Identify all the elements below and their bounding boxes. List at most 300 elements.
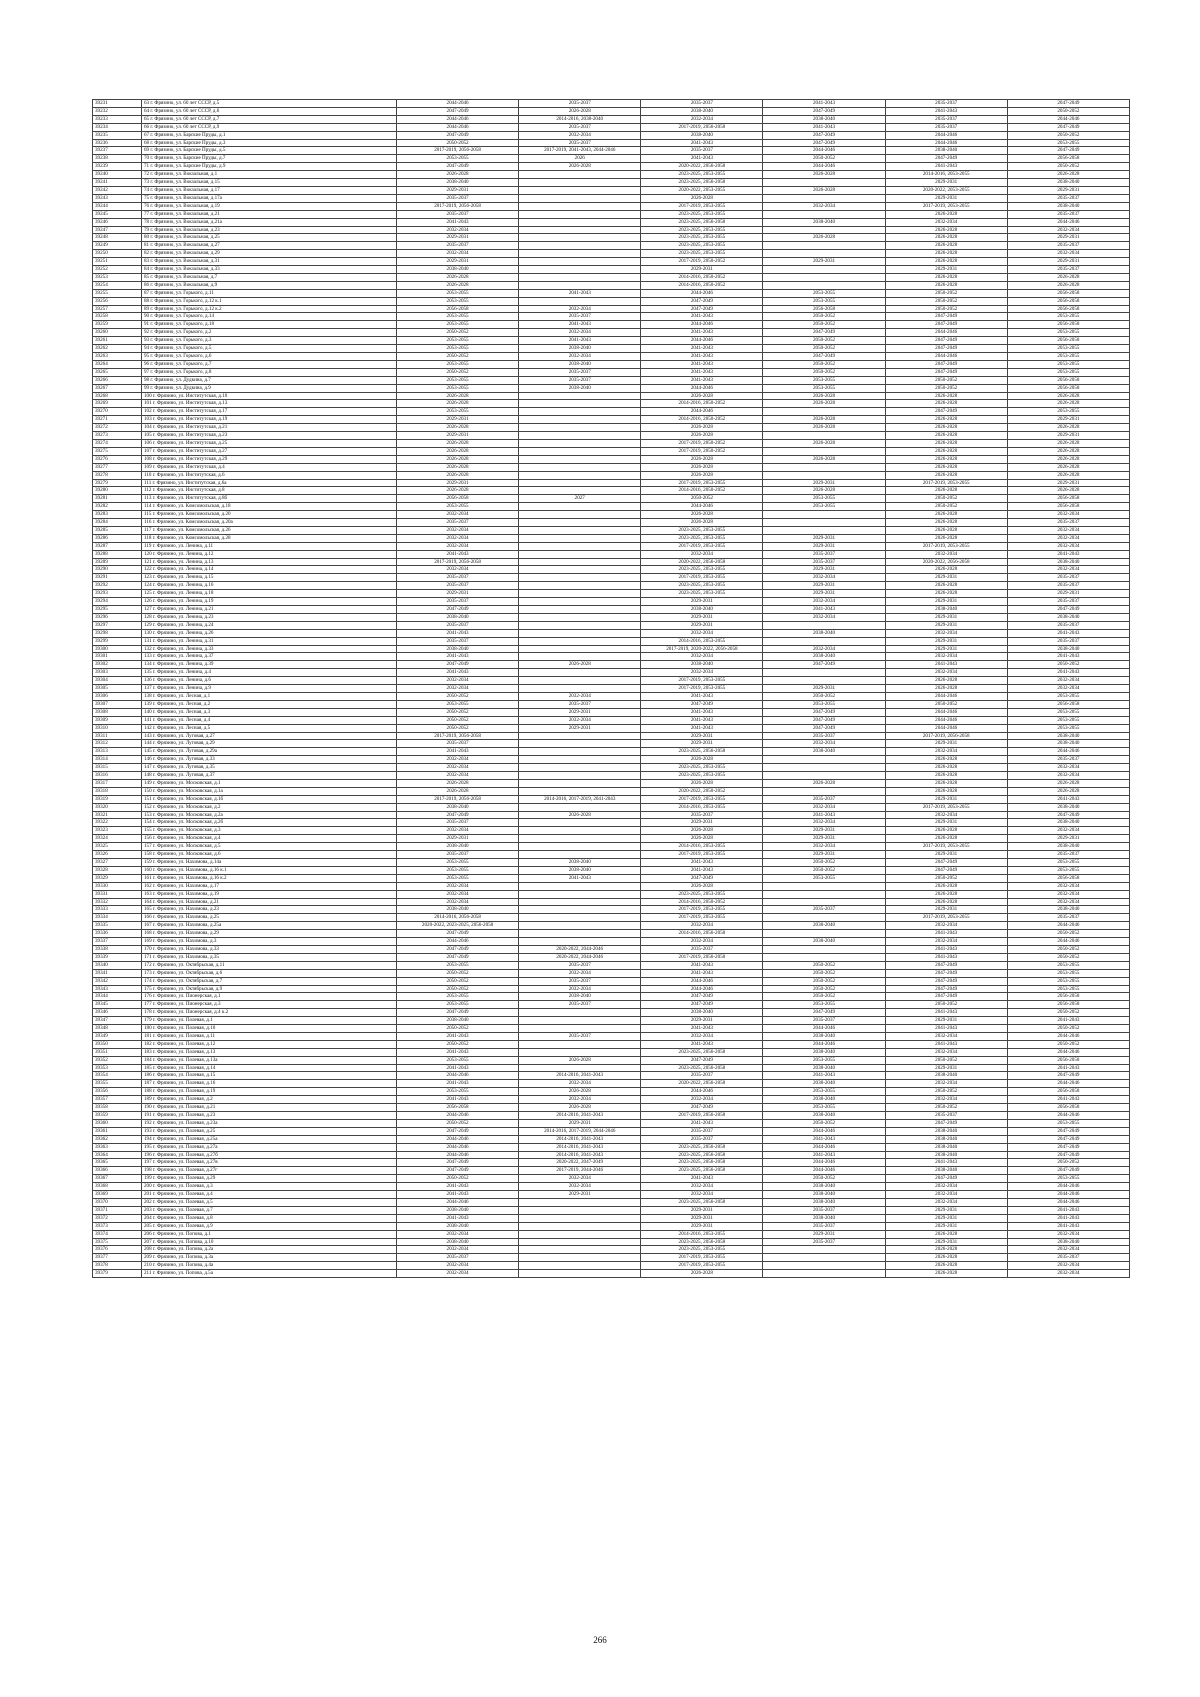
- period-cell-2: 2026-2028: [519, 107, 641, 115]
- period-cell-4: 2038-2040: [763, 1183, 885, 1191]
- period-cell-3: 2017-2019, 2020-2022, 2056-2058: [641, 645, 763, 653]
- period-cell-2: [519, 258, 641, 266]
- table-row: [93, 432, 1130, 440]
- period-cell-4: 2053-2055: [763, 495, 885, 503]
- period-cell-1: 2053-2055: [397, 503, 519, 511]
- period-cell-3: 2032-2034: [641, 922, 763, 930]
- period-cell-2: 2035-2037: [519, 977, 641, 985]
- period-cell-5: 2017-2019, 2053-2055: [885, 843, 1007, 851]
- row-id-cell: 39352: [93, 1056, 142, 1064]
- period-cell-4: 2050-2052: [763, 993, 885, 1001]
- period-cell-1: 2029-2031: [397, 234, 519, 242]
- period-cell-3: 2044-2046: [641, 1088, 763, 1096]
- period-cell-5: 2032-2034: [885, 1048, 1007, 1056]
- address-cell: 125 г. Фрязино, ул. Ленина, д.18: [142, 590, 397, 598]
- period-cell-2: [519, 732, 641, 740]
- row-id-cell: 39359: [93, 1112, 142, 1120]
- period-cell-6: 2047-2049: [1007, 1072, 1129, 1080]
- period-cell-4: 2041-2043: [763, 123, 885, 131]
- period-cell-4: 2047-2049: [763, 131, 885, 139]
- period-cell-3: 2047-2049: [641, 874, 763, 882]
- period-cell-1: 2026-2028: [397, 779, 519, 787]
- address-cell: 92 г. Фрязино, ул. Горького, д.2: [142, 329, 397, 337]
- address-cell: 189 г. Фрязино, ул. Полевая, д.2: [142, 1096, 397, 1104]
- table-row: [93, 1159, 1130, 1167]
- table-row: [93, 179, 1130, 187]
- table-row: [93, 447, 1130, 455]
- period-cell-2: [519, 1198, 641, 1206]
- table-row: [93, 305, 1130, 313]
- period-cell-2: [519, 439, 641, 447]
- period-cell-3: 2023-2025, 2053-2055: [641, 590, 763, 598]
- address-cell: 89 г. Фрязино, ул. Горького, д.12 к.2: [142, 305, 397, 313]
- period-cell-3: 2041-2043: [641, 1175, 763, 1183]
- period-cell-1: 2032-2034: [397, 1262, 519, 1270]
- table-row: [93, 1183, 1130, 1191]
- period-cell-5: 2029-2031: [885, 637, 1007, 645]
- period-cell-1: 2026-2028: [397, 471, 519, 479]
- period-cell-1: 2044-2046: [397, 1151, 519, 1159]
- row-id-cell: 39321: [93, 811, 142, 819]
- period-cell-4: 2044-2046: [763, 163, 885, 171]
- period-cell-1: 2047-2049: [397, 945, 519, 953]
- period-cell-5: 2026-2028: [885, 590, 1007, 598]
- period-cell-1: 2044-2046: [397, 115, 519, 123]
- address-cell: 112 г. Фрязино, ул. Институтская, д.8: [142, 487, 397, 495]
- period-cell-4: 2038-2040: [763, 938, 885, 946]
- period-cell-5: 2026-2028: [885, 210, 1007, 218]
- period-cell-1: 2041-2043: [397, 653, 519, 661]
- period-cell-2: 2029-2031: [519, 708, 641, 716]
- period-cell-6: 2050-2052: [1007, 953, 1129, 961]
- period-cell-6: 2026-2028: [1007, 487, 1129, 495]
- address-cell: 187 г. Фрязино, ул. Полевая, д.16: [142, 1080, 397, 1088]
- period-cell-3: 2020-2022, 2056-2058: [641, 1080, 763, 1088]
- row-id-cell: 39259: [93, 321, 142, 329]
- table-row: [93, 273, 1130, 281]
- period-cell-6: 2035-2037: [1007, 519, 1129, 527]
- address-cell: 210 г. Фрязино, ул. Попова, д.4а: [142, 1262, 397, 1270]
- address-cell: 148 г. Фрязино, ул. Луговая, д.37: [142, 772, 397, 780]
- period-cell-4: 2038-2040: [763, 629, 885, 637]
- row-id-cell: 39323: [93, 827, 142, 835]
- table-row: [93, 424, 1130, 432]
- period-cell-1: 2032-2034: [397, 756, 519, 764]
- period-cell-6: 2056-2058: [1007, 321, 1129, 329]
- period-cell-2: [519, 171, 641, 179]
- period-cell-2: [519, 685, 641, 693]
- period-cell-5: 2026-2028: [885, 250, 1007, 258]
- period-cell-4: 2047-2049: [763, 139, 885, 147]
- table-row: [93, 1254, 1130, 1262]
- period-cell-6: 2047-2049: [1007, 1143, 1129, 1151]
- period-cell-1: 2053-2055: [397, 376, 519, 384]
- period-cell-2: 2014-2016, 2041-2043: [519, 1143, 641, 1151]
- period-cell-4: 2050-2052: [763, 977, 885, 985]
- period-cell-3: 2026-2028: [641, 882, 763, 890]
- period-cell-5: 2047-2049: [885, 1175, 1007, 1183]
- period-cell-1: 2053-2055: [397, 321, 519, 329]
- table-row: [93, 376, 1130, 384]
- row-id-cell: 39295: [93, 606, 142, 614]
- period-cell-1: 2050-2052: [397, 1025, 519, 1033]
- period-cell-2: [519, 447, 641, 455]
- period-cell-2: 2032-2034: [519, 692, 641, 700]
- address-cell: 63 г. Фрязино, ул. 60 лет СССР, д.5: [142, 100, 397, 108]
- period-cell-1: 2032-2034: [397, 226, 519, 234]
- table-row: [93, 606, 1130, 614]
- period-cell-4: 2029-2031: [763, 851, 885, 859]
- table-row: [93, 218, 1130, 226]
- address-cell: 190 г. Фрязино, ул. Полевая, д.21: [142, 1104, 397, 1112]
- period-cell-2: [519, 629, 641, 637]
- period-cell-6: 2041-2043: [1007, 550, 1129, 558]
- period-cell-2: 2032-2034: [519, 305, 641, 313]
- period-cell-3: 2035-2037: [641, 1135, 763, 1143]
- period-cell-5: 2044-2046: [885, 353, 1007, 361]
- period-cell-2: 2032-2034: [519, 1080, 641, 1088]
- period-cell-3: 2023-2025, 2056-2058: [641, 1064, 763, 1072]
- period-cell-6: 2047-2049: [1007, 1167, 1129, 1175]
- address-cell: 97 г. Фрязино, ул. Горького, д.8: [142, 368, 397, 376]
- period-cell-1: 2053-2055: [397, 961, 519, 969]
- address-cell: 108 г. Фрязино, ул. Институтская, д.29: [142, 455, 397, 463]
- row-id-cell: 39280: [93, 487, 142, 495]
- address-cell: 121 г. Фрязино, ул. Ленина, д.13: [142, 558, 397, 566]
- period-cell-3: 2035-2037: [641, 147, 763, 155]
- period-cell-6: 2050-2052: [1007, 1040, 1129, 1048]
- period-cell-2: [519, 1254, 641, 1262]
- table-row: [93, 669, 1130, 677]
- table-row: [93, 242, 1130, 250]
- address-cell: 206 г. Фрязино, ул. Попова, д.1: [142, 1230, 397, 1238]
- period-cell-3: 2038-2040: [641, 1009, 763, 1017]
- period-cell-6: 2032-2034: [1007, 772, 1129, 780]
- period-cell-5: 2017-2019, 2053-2055: [885, 914, 1007, 922]
- row-id-cell: 39303: [93, 669, 142, 677]
- period-cell-1: 2044-2046: [397, 1072, 519, 1080]
- period-cell-4: 2050-2052: [763, 1175, 885, 1183]
- period-cell-5: 2017-2019, 2053-2055: [885, 542, 1007, 550]
- table-row: [93, 1040, 1130, 1048]
- address-cell: 96 г. Фрязино, ул. Горького, д.7: [142, 360, 397, 368]
- row-id-cell: 39275: [93, 447, 142, 455]
- period-cell-4: 2026-2028: [763, 171, 885, 179]
- table-row: [93, 345, 1130, 353]
- period-cell-4: 2029-2031: [763, 582, 885, 590]
- period-cell-2: 2038-2040: [519, 384, 641, 392]
- address-cell: 176 г. Фрязино, ул. Пионерская, д.1: [142, 993, 397, 1001]
- address-cell: 195 г. Фрязино, ул. Полевая, д.27а: [142, 1143, 397, 1151]
- period-cell-6: 2056-2058: [1007, 1104, 1129, 1112]
- period-cell-4: 2038-2040: [763, 1048, 885, 1056]
- period-cell-3: 2029-2031: [641, 621, 763, 629]
- address-cell: 144 г. Фрязино, ул. Луговая, д.29: [142, 740, 397, 748]
- address-cell: 153 г. Фрязино, ул. Московская, д.2а: [142, 811, 397, 819]
- period-cell-6: 2050-2052: [1007, 107, 1129, 115]
- period-cell-6: 2056-2058: [1007, 1056, 1129, 1064]
- period-cell-5: 2050-2052: [885, 1056, 1007, 1064]
- address-cell: 168 г. Фрязино, ул. Нахимова, д.29: [142, 930, 397, 938]
- period-cell-3: 2017-2019, 2053-2055: [641, 542, 763, 550]
- period-cell-6: 2032-2034: [1007, 882, 1129, 890]
- period-cell-3: 2032-2034: [641, 938, 763, 946]
- row-id-cell: 39283: [93, 511, 142, 519]
- address-cell: 141 г. Фрязино, ул. Лесная, д.4: [142, 716, 397, 724]
- period-cell-5: 2026-2028: [885, 835, 1007, 843]
- period-cell-2: [519, 590, 641, 598]
- period-cell-5: 2047-2049: [885, 993, 1007, 1001]
- period-cell-1: 2026-2028: [397, 424, 519, 432]
- period-cell-3: 2017-2019, 2053-2055: [641, 851, 763, 859]
- period-cell-1: 2056-2058: [397, 495, 519, 503]
- row-id-cell: 39372: [93, 1214, 142, 1222]
- address-cell: 158 г. Фрязино, ул. Московская, д.6: [142, 851, 397, 859]
- period-cell-1: 2053-2055: [397, 297, 519, 305]
- address-cell: 77 г. Фрязино, ул. Вокзальная, д.21: [142, 210, 397, 218]
- period-cell-5: 2041-2043: [885, 1040, 1007, 1048]
- period-cell-1: 2053-2055: [397, 874, 519, 882]
- table-row: [93, 835, 1130, 843]
- period-cell-5: 2044-2046: [885, 716, 1007, 724]
- period-cell-4: 2044-2046: [763, 1167, 885, 1175]
- period-cell-5: 2026-2028: [885, 455, 1007, 463]
- period-cell-5: 2047-2049: [885, 985, 1007, 993]
- period-cell-3: 2035-2037: [641, 100, 763, 108]
- table-row: [93, 993, 1130, 1001]
- period-cell-4: 2041-2043: [763, 811, 885, 819]
- period-cell-3: 2017-2019, 2053-2055: [641, 914, 763, 922]
- period-cell-4: 2032-2034: [763, 645, 885, 653]
- address-cell: 118 г. Фрязино, ул. Комсомольская, д.28: [142, 534, 397, 542]
- period-cell-1: 2032-2034: [397, 890, 519, 898]
- period-cell-3: 2029-2031: [641, 598, 763, 606]
- period-cell-3: 2020-2022, 2050-2052: [641, 787, 763, 795]
- row-id-cell: 39265: [93, 368, 142, 376]
- period-cell-6: 2053-2055: [1007, 353, 1129, 361]
- period-cell-2: 2027: [519, 495, 641, 503]
- period-cell-3: 2044-2046: [641, 337, 763, 345]
- period-cell-1: 2041-2043: [397, 218, 519, 226]
- address-cell: 104 г. Фрязино, ул. Институтская, д.21: [142, 424, 397, 432]
- period-cell-4: 2050-2052: [763, 337, 885, 345]
- row-id-cell: 39332: [93, 898, 142, 906]
- table-row: [93, 503, 1130, 511]
- period-cell-2: [519, 930, 641, 938]
- period-cell-1: 2053-2055: [397, 1088, 519, 1096]
- period-cell-4: 2029-2031: [763, 590, 885, 598]
- row-id-cell: 39242: [93, 186, 142, 194]
- period-cell-1: 2041-2043: [397, 629, 519, 637]
- period-cell-5: 2026-2028: [885, 827, 1007, 835]
- table-row: [93, 764, 1130, 772]
- period-cell-2: [519, 202, 641, 210]
- period-cell-4: [763, 447, 885, 455]
- period-cell-5: 2029-2031: [885, 645, 1007, 653]
- address-cell: 100 г. Фрязино, ул. Институтская, д.10: [142, 392, 397, 400]
- period-cell-4: 2032-2034: [763, 819, 885, 827]
- period-cell-4: 2053-2055: [763, 874, 885, 882]
- period-cell-4: 2053-2055: [763, 289, 885, 297]
- address-cell: 122 г. Фрязино, ул. Ленина, д.14: [142, 566, 397, 574]
- address-cell: 119 г. Фрязино, ул. Ленина, д.11: [142, 542, 397, 550]
- table-row: [93, 487, 1130, 495]
- period-cell-4: 2026-2028: [763, 439, 885, 447]
- row-id-cell: 39304: [93, 677, 142, 685]
- period-cell-6: 2050-2052: [1007, 1025, 1129, 1033]
- period-cell-2: 2035-2037: [519, 1032, 641, 1040]
- period-cell-3: 2023-2025, 2053-2055: [641, 582, 763, 590]
- row-id-cell: 39363: [93, 1143, 142, 1151]
- period-cell-4: 2050-2052: [763, 155, 885, 163]
- period-cell-3: 2029-2031: [641, 613, 763, 621]
- period-cell-4: [763, 637, 885, 645]
- period-cell-1: 2035-2037: [397, 519, 519, 527]
- period-cell-6: 2035-2037: [1007, 242, 1129, 250]
- period-cell-4: 2041-2043: [763, 1151, 885, 1159]
- period-cell-5: 2014-2016, 2053-2055: [885, 171, 1007, 179]
- period-cell-6: 2038-2040: [1007, 819, 1129, 827]
- period-cell-2: [519, 1025, 641, 1033]
- period-cell-6: 2035-2037: [1007, 266, 1129, 274]
- period-cell-1: 2035-2037: [397, 740, 519, 748]
- row-id-cell: 39266: [93, 376, 142, 384]
- period-cell-4: 2026-2028: [763, 487, 885, 495]
- table-row: [93, 1246, 1130, 1254]
- period-cell-1: 2029-2031: [397, 432, 519, 440]
- address-cell: 193 г. Фрязино, ул. Полевая, д.25: [142, 1127, 397, 1135]
- period-cell-6: 2044-2046: [1007, 938, 1129, 946]
- period-cell-1: 2053-2055: [397, 384, 519, 392]
- period-cell-2: [519, 179, 641, 187]
- period-cell-4: [763, 511, 885, 519]
- period-cell-2: 2017-2019, 2044-2046: [519, 1167, 641, 1175]
- table-row: [93, 645, 1130, 653]
- period-cell-1: 2035-2037: [397, 194, 519, 202]
- row-id-cell: 39296: [93, 613, 142, 621]
- address-cell: 117 г. Фрязино, ул. Комсомольская, д.26: [142, 526, 397, 534]
- address-cell: 90 г. Фрязино, ул. Горького, д.14: [142, 313, 397, 321]
- address-cell: 80 г. Фрязино, ул. Вокзальная, д.25: [142, 234, 397, 242]
- period-cell-3: 2023-2025, 2056-2058: [641, 179, 763, 187]
- period-cell-1: 2026-2028: [397, 439, 519, 447]
- period-cell-1: 2044-2046: [397, 123, 519, 131]
- period-cell-3: 2032-2034: [641, 550, 763, 558]
- period-cell-2: [519, 218, 641, 226]
- period-cell-4: [763, 463, 885, 471]
- period-cell-6: 2044-2046: [1007, 1080, 1129, 1088]
- period-cell-3: 2026-2028: [641, 835, 763, 843]
- period-cell-2: [519, 471, 641, 479]
- period-cell-3: 2023-2025, 2056-2058: [641, 1151, 763, 1159]
- period-cell-4: 2050-2052: [763, 859, 885, 867]
- period-cell-1: 2026-2028: [397, 787, 519, 795]
- period-cell-4: [763, 787, 885, 795]
- row-id-cell: 39276: [93, 455, 142, 463]
- period-cell-1: 2029-2031: [397, 416, 519, 424]
- period-cell-5: 2029-2031: [885, 1222, 1007, 1230]
- period-cell-1: 2047-2049: [397, 163, 519, 171]
- row-id-cell: 39268: [93, 392, 142, 400]
- table-row: [93, 471, 1130, 479]
- table-row: [93, 685, 1130, 693]
- period-cell-5: 2026-2028: [885, 1262, 1007, 1270]
- table-row: [93, 266, 1130, 274]
- table-row: [93, 661, 1130, 669]
- table-row: [93, 155, 1130, 163]
- period-cell-2: [519, 503, 641, 511]
- period-cell-4: 2050-2052: [763, 368, 885, 376]
- period-cell-6: 2038-2040: [1007, 732, 1129, 740]
- period-cell-4: 2050-2052: [763, 985, 885, 993]
- period-cell-1: 2029-2031: [397, 835, 519, 843]
- period-cell-6: 2026-2028: [1007, 439, 1129, 447]
- row-id-cell: 39256: [93, 297, 142, 305]
- period-cell-4: [763, 914, 885, 922]
- period-cell-2: 2038-2040: [519, 360, 641, 368]
- row-id-cell: 39252: [93, 266, 142, 274]
- period-cell-4: 2035-2037: [763, 732, 885, 740]
- period-cell-6: 2044-2046: [1007, 1048, 1129, 1056]
- period-cell-2: [519, 186, 641, 194]
- period-cell-3: 2014-2016, 2053-2055: [641, 803, 763, 811]
- period-cell-6: 2044-2046: [1007, 748, 1129, 756]
- table-row: [93, 700, 1130, 708]
- address-cell: 72 г. Фрязино, ул. Вокзальная, д.1: [142, 171, 397, 179]
- period-cell-1: 2041-2043: [397, 748, 519, 756]
- period-cell-2: [519, 526, 641, 534]
- period-cell-3: 2038-2040: [641, 606, 763, 614]
- period-cell-6: 2044-2046: [1007, 1032, 1129, 1040]
- period-cell-3: 2023-2025, 2053-2055: [641, 250, 763, 258]
- table-row: [93, 1017, 1130, 1025]
- address-cell: 109 г. Фрязино, ул. Институтская, д.4: [142, 463, 397, 471]
- period-cell-2: [519, 1246, 641, 1254]
- period-cell-2: [519, 400, 641, 408]
- period-cell-2: 2014-2016, 2038-2040: [519, 115, 641, 123]
- period-cell-1: 2032-2034: [397, 534, 519, 542]
- period-cell-3: 2014-2016, 2053-2055: [641, 637, 763, 645]
- address-cell: 161 г. Фрязино, ул. Нахимова, д.16 к.2: [142, 874, 397, 882]
- period-cell-6: 2053-2055: [1007, 716, 1129, 724]
- period-cell-2: [519, 621, 641, 629]
- period-cell-1: 2017-2019, 2056-2058: [397, 558, 519, 566]
- period-cell-1: 2038-2040: [397, 645, 519, 653]
- period-cell-6: 2053-2055: [1007, 139, 1129, 147]
- period-cell-4: 2032-2034: [763, 574, 885, 582]
- period-cell-4: 2047-2049: [763, 708, 885, 716]
- period-cell-5: 2041-2043: [885, 1009, 1007, 1017]
- period-cell-3: 2047-2049: [641, 993, 763, 1001]
- period-cell-3: 2023-2025, 2053-2055: [641, 772, 763, 780]
- period-cell-5: 2047-2049: [885, 155, 1007, 163]
- address-cell: 179 г. Фрязино, ул. Полевая, д.1: [142, 1017, 397, 1025]
- table-row: [93, 1175, 1130, 1183]
- period-cell-4: [763, 471, 885, 479]
- period-cell-1: 2047-2049: [397, 661, 519, 669]
- period-cell-4: [763, 1270, 885, 1278]
- table-row: [93, 186, 1130, 194]
- address-cell: 76 г. Фрязино, ул. Вокзальная, д.19: [142, 202, 397, 210]
- row-id-cell: 39341: [93, 969, 142, 977]
- row-id-cell: 39233: [93, 115, 142, 123]
- period-cell-4: 2038-2040: [763, 748, 885, 756]
- period-cell-2: [519, 1270, 641, 1278]
- period-cell-2: 2035-2037: [519, 1001, 641, 1009]
- period-cell-2: 2041-2043: [519, 321, 641, 329]
- period-cell-5: 2026-2028: [885, 764, 1007, 772]
- period-cell-5: 2041-2043: [885, 953, 1007, 961]
